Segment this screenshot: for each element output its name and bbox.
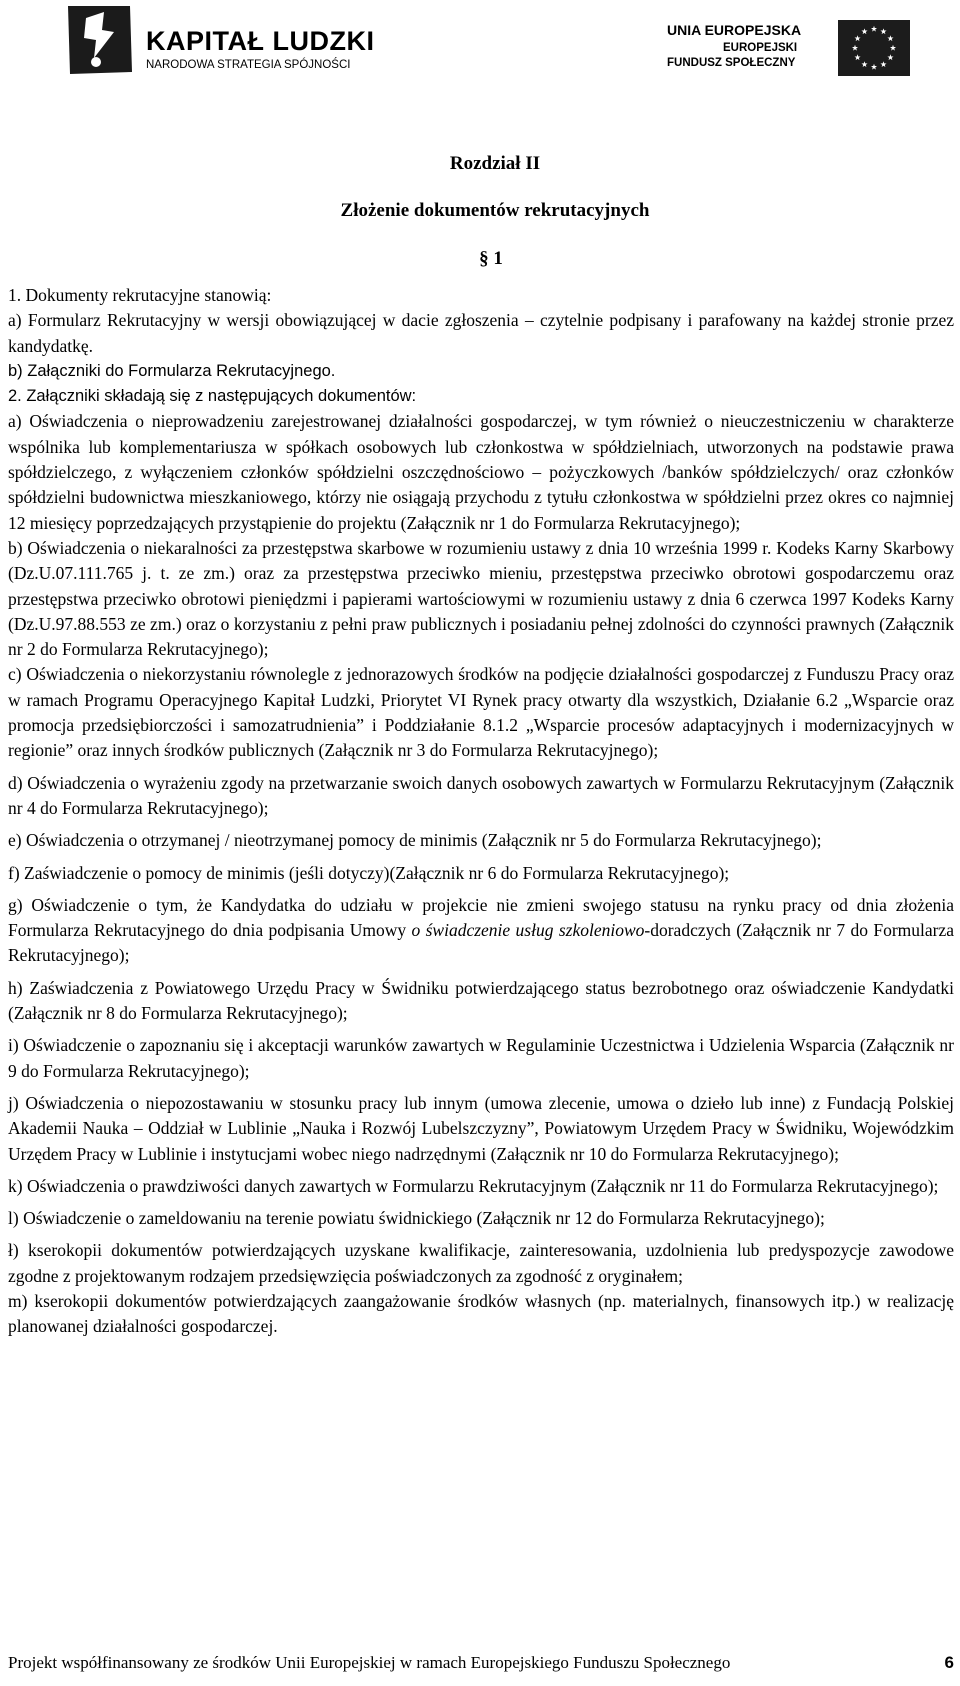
item-2e: e) Oświadczenia o otrzymanej / nieotrzymanej pomocy de minimis (Załącznik nr 5 do Formularza Rekrutacyjnego); xyxy=(8,830,822,851)
item-2j: j) Oświadczenia o niepozostawaniu w stosunku pracy lub innym (umowa zlecenie, umowa o dzieło lub inne) z Fundacją Polskiej Akademii Nauka – Oddział w Lublinie „Nauka i Rozwój Lubelszczyzny”, Powiatowym Urzędem Pracy w Świdniku, Wojewódzkim Urzędem Pracy w Lublinie i instytucjami wobec niego nadrzędnymi (Załącznik nr 10 do Formularza Rekrutacyjnego); xyxy=(8,1092,954,1164)
kapital-ludzki-logo xyxy=(64,2,375,78)
chapter-subtitle: Złożenie dokumentów rekrutacyjnych xyxy=(340,200,650,221)
item-2g-italic: o świadczenie usług szkoleniowo xyxy=(411,920,645,941)
item-1b: b) Załączniki do Formularza Rekrutacyjnego. xyxy=(8,361,336,380)
item-2i: i) Oświadczenie o zapoznaniu się i akceptacji warunków zawartych w Regulaminie Uczestnictwa i Udzielenia Wsparcia (Załącznik nr 9 do Formularza Rekrutacyjnego); xyxy=(8,1035,954,1081)
item-2g xyxy=(8,893,954,969)
item-2h: h) Zaświadczenia z Powiatowego Urzędu Pracy w Świdniku potwierdzającego status bezrobotnego oraz oświadczenie Kandydatki (Załącznik nr 8 do Formularza Rekrutacyjnego); xyxy=(8,977,954,1024)
section-number: § 1 xyxy=(479,248,503,269)
eu-logo-line1: UNIA EUROPEJSKA xyxy=(667,22,802,38)
item-2l-stroke: ł) kserokopii dokumentów potwierdzających uzyskane kwalifikacje, zainteresowania, uzdolnienia lub predyspozycje zawodowe zgodne z projektowanym rodzajem przedsięwzięcia poświadczonych za zgodność z oryginałem; xyxy=(8,1240,954,1286)
eu-logo xyxy=(667,20,909,76)
item-2m: m) kserokopii dokumentów potwierdzających zaangażowanie środków własnych (np. materialnych, finansowych itp.) w realizację planowanej działalności gospodarczej. xyxy=(8,1290,954,1337)
item-2k: k) Oświadczenia o prawdziwości danych zawartych w Formularzu Rekrutacyjnym (Załącznik nr 11 do Formularza Rekrutacyjnego); xyxy=(8,1175,939,1196)
eu-logo-line3: FUNDUSZ SPOŁECZNY xyxy=(667,57,796,69)
paragraph-2: 2. Załączniki składają się z następujących dokumentów: xyxy=(8,387,417,406)
eu-logo-line2: EUROPEJSKI xyxy=(723,42,798,54)
footer-text: Projekt współfinansowany ze środków Unii Europejskiej w ramach Europejskiego Funduszu Społecznego xyxy=(8,1653,731,1672)
item-2d: d) Oświadczenia o wyrażeniu zgody na przetwarzanie swoich danych osobowych zawartych w Formularzu Rekrutacyjnym (Załącznik nr 4 do Formularza Rekrutacyjnego); xyxy=(8,772,954,818)
item-2l: l) Oświadczenie o zameldowaniu na terenie powiatu świdnickiego (Załącznik nr 12 do Formularza Rekrutacyjnego); xyxy=(8,1208,825,1229)
eu-flag-icon xyxy=(838,20,910,76)
item-2f: f) Zaświadczenie o pomocy de minimis (jeśli dotyczy)(Załącznik nr 6 do Formularza Rekrutacyjnego); xyxy=(8,862,730,883)
item-2a: a) Oświadczenia o nieprowadzeniu zarejestrowanej działalności gospodarczej, w tym również o nieuczestniczeniu w charakterze wspólnika lub komplementariusza w spółkach osobowych lub członkostwa w spółdzielniach, utworzonych na podstawie prawa spółdzielczego, z wyłączeniem członków spółdzielni oszczędnościowo – pożyczkowych /banków spółdzielczych/ oraz członków spółdzielni budownictwa mieszkaniowego, którzy nie osiągają przychodu z tytułu członkostwa w spółdzielni przez okres co najmniej 12 miesięcy poprzedzających przystąpienie do projektu (Załącznik nr 1 do Formularza Rekrutacyjnego); xyxy=(8,411,954,533)
item-2b: b) Oświadczenia o niekaralności za przestępstwa skarbowe w rozumieniu ustawy z dnia 10 września 1999 r. Kodeks Karny Skarbowy (Dz.U.07.111.765 j. t. ze zm.) oraz za przestępstwa przeciwko mieniu, przestępstwa przeciwko obrotowi gospodarczemu oraz przestępstwa przeciwko obrotowi pieniędzmi i papierami wartościowymi w rozumieniu ustawy z dnia 6 czerwca 1997 Kodeks Karny (Dz.U.97.88.553 ze zm.) oraz o korzystaniu z pełni praw publicznych i posiadaniu pełnej zdolności do czynności prawnych (Załącznik nr 2 do Formularza Rekrutacyjnego); xyxy=(8,537,954,660)
item-1a: a) Formularz Rekrutacyjny w wersji obowiązującej w dacie zgłoszenia – czytelnie podpisany i parafowany na każdej stronie przez kandydatkę. xyxy=(8,310,954,356)
kapital-ludzki-emblem-icon xyxy=(64,2,136,76)
paragraph-1: 1. Dokumenty rekrutacyjne stanowią: xyxy=(8,285,272,305)
kapital-ludzki-subtitle: NARODOWA STRATEGIA SPÓJNOŚCI xyxy=(146,59,351,71)
page-footer xyxy=(8,1653,958,1673)
chapter-title: Rozdział II xyxy=(449,153,541,174)
kapital-ludzki-name: KAPITAŁ LUDZKI xyxy=(146,26,375,56)
document-body xyxy=(8,283,954,1340)
page-number: 6 xyxy=(944,1653,954,1672)
item-2c: c) Oświadczenia o niekorzystaniu równolegle z jednorazowych środków na podjęcie działalności gospodarczej z Funduszu Pracy oraz w ramach Programu Operacyjnego Kapitał Ludzki, Priorytet VI Rynek pracy otwarty dla wszystkich, Działanie 6.2 „Wsparcie oraz promocja przedsiębiorczości i samozatrudnienia” i Poddziałanie 8.1.2 „Wsparcie procesów adaptacyjnych i modernizacyjnych w regionie” oraz innych środków publicznych (Załącznik nr 3 do Formularza Rekrutacyjnego); xyxy=(8,664,954,761)
item-2g-text: g) Oświadczenie o tym, że Kandydatka do udziału w projekcie nie zmieni swojego statusu na rynku pracy od dnia złożenia Formularza Rekrutacyjnego do dnia podpisania Umowy xyxy=(8,894,954,941)
item-2g-rest: -doradczych (Załącznik nr 7 do Formularza Rekrutacyjnego); xyxy=(8,920,955,966)
